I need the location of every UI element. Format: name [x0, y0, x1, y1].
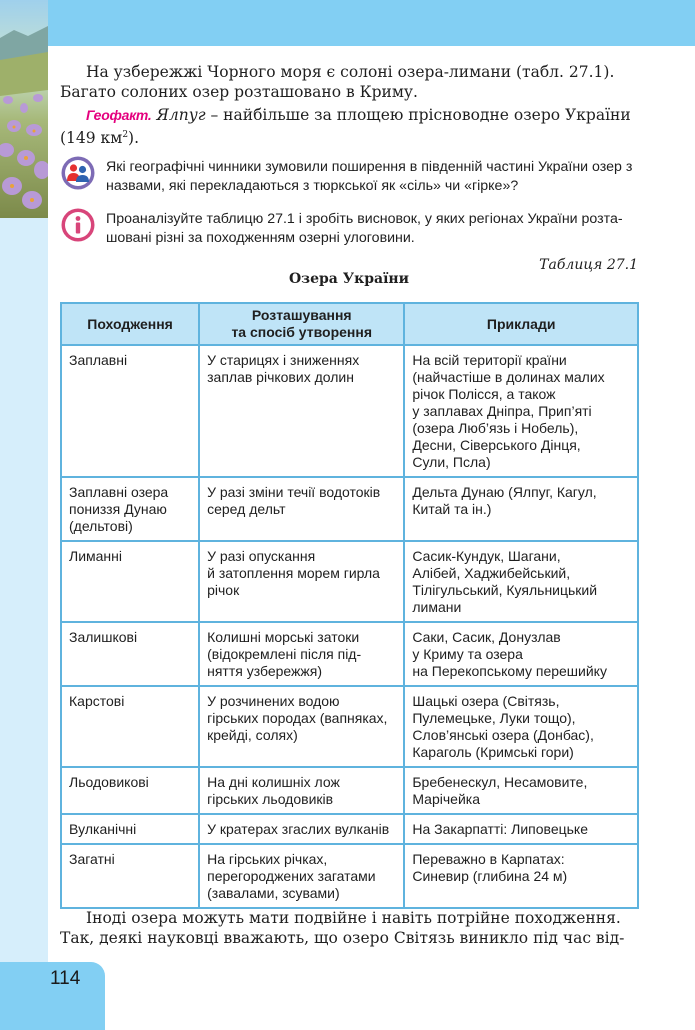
- lakes-table: [60, 302, 639, 909]
- intro-line-2: Багато солоних озер розташовано в Криму.: [60, 83, 418, 101]
- intro-paragraph: [60, 62, 638, 102]
- origin-cell: Льодовикові: [61, 767, 199, 814]
- page-number: 114: [50, 968, 81, 989]
- examples-cell: Дельта Дунаю (Ялпуг, Кагул, Китай та ін.): [404, 477, 638, 541]
- origin-cell: Лиманні: [61, 541, 199, 622]
- examples-cell: На Закарпатті: Липовецьке: [404, 814, 638, 844]
- location-cell: У кратерах згаслих вулканів: [199, 814, 404, 844]
- examples-cell: Саки, Сасик, Донузлав у Криму та озера на Перекопському перешийку: [404, 622, 638, 686]
- examples-cell: Шацькі озера (Світязь, Пулемецьке, Луки тощо), Слов’янські озера (Донбас), Караголь (Кримські гори): [404, 686, 638, 767]
- origin-cell: Карстові: [61, 686, 199, 767]
- location-cell: На дні колишніх лож гірських льодовиків: [199, 767, 404, 814]
- geofact-text: – найбільше за площею прісноводне озеро України: [205, 106, 631, 124]
- location-cell: У старицях і зниженнях заплав річкових долин: [199, 345, 404, 477]
- location-cell: Колишні морські затоки (відокремлені після під- няття узбережжя): [199, 622, 404, 686]
- origin-cell: Заплавні озера пониззя Дунаю (дельтові): [61, 477, 199, 541]
- top-band: [0, 0, 695, 46]
- question-geographic-factors: Які географічні чинники зумовили поширення в південній частині України озер з назвами, які перекладаються з тюркської як «сіль» чи «гірке»?: [106, 159, 633, 194]
- table-row: [61, 622, 638, 686]
- geofact-area: (149 км: [60, 129, 123, 148]
- table-row: [61, 767, 638, 814]
- table-title: Озера України: [288, 271, 410, 287]
- table-row: [61, 844, 638, 908]
- table-row: [61, 814, 638, 844]
- question-analyze-table: Проаналізуйте таблицю 27.1 і зробіть висновок, у яких регіонах України розта-шовані різні за походженням озерні улоговини.: [106, 211, 623, 246]
- table-row: [61, 477, 638, 541]
- outro-paragraph: [60, 908, 638, 948]
- table-row: [61, 541, 638, 622]
- location-cell: У розчинених водою гірських породах (вапняках, крейді, солях): [199, 686, 404, 767]
- outro-line-2: Так, деякі науковці вважають, що озеро Світязь виникло під час від-: [60, 929, 625, 947]
- info-icon: [61, 208, 95, 242]
- origin-cell: Залишкові: [61, 622, 199, 686]
- examples-cell: Бребенескул, Несамовите, Марічейка: [404, 767, 638, 814]
- table-label: Таблиця 27.1: [539, 257, 638, 273]
- examples-cell: На всій території країни (найчастіше в долинах малих річок Полісся, а також у заплавах Дніпра, Прип’яті (озера Люб’язь і Нобель), Десни, Сіверського Дінця, Сули, Псла): [404, 345, 638, 477]
- header-examples: Приклади: [404, 303, 638, 345]
- outro-line-1: Іноді озера можуть мати подвійне і навіть потрійне походження.: [86, 909, 621, 927]
- origin-cell: Загатні: [61, 844, 199, 908]
- header-location: Розташування та спосіб утворення: [199, 303, 404, 345]
- table-row: [61, 345, 638, 477]
- location-cell: На гірських річках, перегороджених загатами (завалами, зсувами): [199, 844, 404, 908]
- geofact-label: Геофакт.: [86, 107, 152, 123]
- geofact-area-end: ).: [128, 129, 140, 148]
- table-header-row: [61, 303, 638, 345]
- origin-cell: Вулканічні: [61, 814, 199, 844]
- people-discussion-icon: [61, 156, 95, 190]
- location-cell: У разі зміни течії водотоків серед дельт: [199, 477, 404, 541]
- geofact-paragraph: [60, 105, 638, 148]
- geofact-area-sup: 2: [122, 130, 129, 140]
- examples-cell: Сасик-Кундук, Шагани, Алібей, Хаджибейський, Тілігульський, Куяльницький лимани: [404, 541, 638, 622]
- location-cell: У разі опускання й затоплення морем гирла річок: [199, 541, 404, 622]
- lavender-field-photo: [0, 0, 48, 218]
- header-origin: Походження: [61, 303, 199, 345]
- geofact-lake-name: Ялпуг: [156, 106, 206, 124]
- intro-line-1: На узбережжі Чорного моря є солоні озера-лимани (табл. 27.1).: [86, 63, 615, 81]
- examples-cell: Переважно в Карпатах: Синевир (глибина 24 м): [404, 844, 638, 908]
- origin-cell: Заплавні: [61, 345, 199, 477]
- table-row: [61, 686, 638, 767]
